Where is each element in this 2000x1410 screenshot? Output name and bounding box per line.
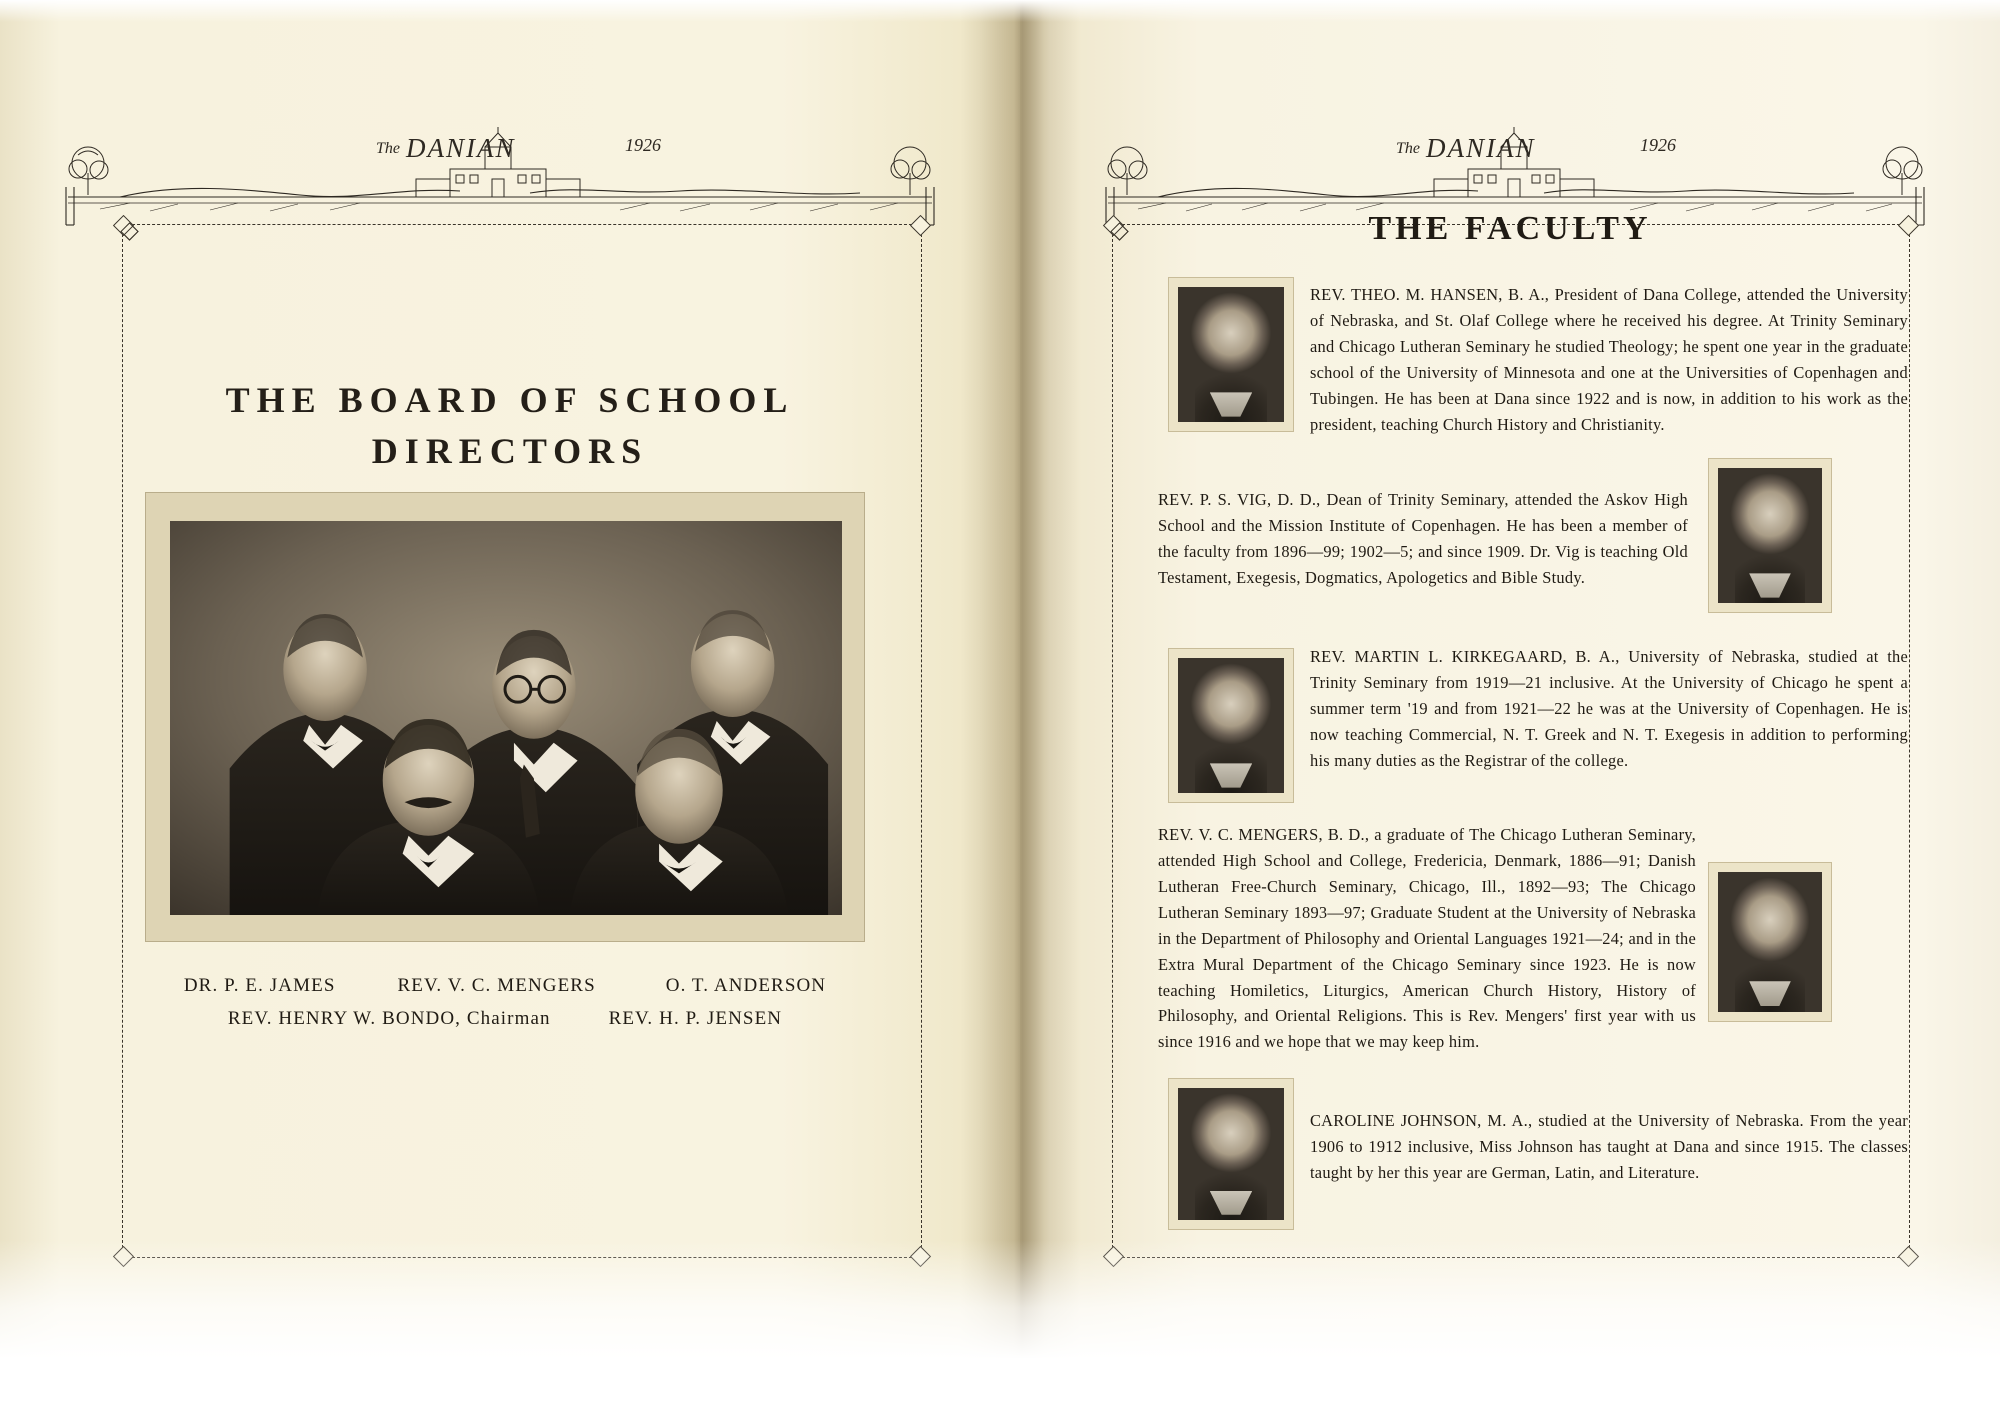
faculty-entry-text: REV. P. S. VIG, D. D., Dean of Trinity Seminary, attended the Askov High School and the Mission Institute of Copenhagen. He has been a member of the faculty from 1896—99; 1902—5; and since 1909. Dr. Vig is teaching Old Testament, Exegesis, Dogmatics, Apologetics and Bible Study. [1158, 490, 1688, 587]
svg-text:DANIAN: DANIAN [406, 133, 516, 163]
faculty-entry-text: CAROLINE JOHNSON, M. A., studied at the University of Nebraska. From the year 1906 to 1912 inclusive, Miss Johnson has taught at Dana and since 1915. The classes taught by her this year are German, Latin, and Literature. [1310, 1111, 1908, 1182]
faculty-entry-mengers [1158, 822, 1696, 1055]
page-title-board [110, 375, 910, 477]
portrait-rev-martin-l-kirkegaard [1168, 648, 1294, 803]
portrait-rev-v-c-mengers [1708, 862, 1832, 1022]
faculty-entry-vig [1158, 487, 1688, 591]
faculty-entry-text: REV. V. C. MENGERS, B. D., a graduate of The Chicago Lutheran Seminary, attended High School and College, Fredericia, Denmark, 1886—91; Danish Lutheran Free-Church Seminary, Chicago, Ill., 1892—93; The Chicago Lutheran Seminary 1893—97; Graduate Student at the University of Nebraska in the Department of Philosophy and Oriental Languages 1921—24; and in the Extra Mural Department of the Chicago Seminary since 1923. He is now teaching Homiletics, Liturgics, American Church History, History of Philosophy, and Oriental Religions. This is Rev. Mengers' first year with us since 1916 and we hope that we may keep him. [1158, 825, 1696, 1052]
caption-name: REV. HENRY W. BONDO, Chairman [227, 1008, 551, 1029]
svg-text:The: The [1396, 140, 1420, 157]
svg-text:DANIAN: DANIAN [1426, 133, 1536, 163]
caption-row-2 [145, 1008, 865, 1030]
board-photo-image [170, 521, 842, 915]
caption-name: O. T. ANDERSON [665, 975, 827, 996]
portrait-caroline-johnson [1168, 1078, 1294, 1230]
portrait-rev-p-s-vig [1708, 458, 1832, 613]
svg-text:1926: 1926 [1640, 135, 1676, 155]
caption-name: REV. H. P. JENSEN [608, 1008, 783, 1029]
caption-name: REV. V. C. MENGERS [397, 975, 596, 996]
svg-text:1926: 1926 [625, 135, 661, 155]
board-photo-captions [145, 975, 865, 1041]
faculty-entry-text: REV. MARTIN L. KIRKEGAARD, B. A., University of Nebraska, studied at the Trinity Seminary from 1919—21 inclusive. At the University of Chicago he spent a summer term '19 and from 1921—22 he was at the University of Copenhagen. He is now teaching Commercial, N. T. Greek and N. T. Exegesis in addition to performing his many duties as the Registrar of the college. [1310, 647, 1908, 770]
portrait-rev-theo-m-hansen [1168, 277, 1294, 432]
page-title-line-1: THE BOARD OF SCHOOL [225, 380, 795, 420]
caption-row-1 [145, 975, 865, 997]
faculty-entry-johnson [1310, 1108, 1908, 1186]
page-title-faculty: THE FACULTY [1368, 210, 1652, 247]
board-of-directors-photo [145, 492, 865, 942]
faculty-entry-hansen [1310, 282, 1908, 438]
faculty-entry-kirkegaard [1310, 644, 1908, 774]
header-band-left [60, 125, 940, 230]
page-title-line-2: DIRECTORS [371, 431, 649, 472]
svg-text:The: The [376, 140, 400, 157]
caption-name: DR. P. E. JAMES [183, 975, 336, 996]
faculty-entry-text: REV. THEO. M. HANSEN, B. A., President of Dana College, attended the University of Nebraska, and St. Olaf College where he received his degree. At Trinity Seminary and Chicago Lutheran Seminary he studied Theology; he spent one year in the graduate school of the University of Minnesota and one at the Universities of Copenhagen and Tubingen. He has been at Dana since 1922 and is now, in addition to his work as the president, teaching Church History and Christianity. [1310, 285, 1908, 434]
